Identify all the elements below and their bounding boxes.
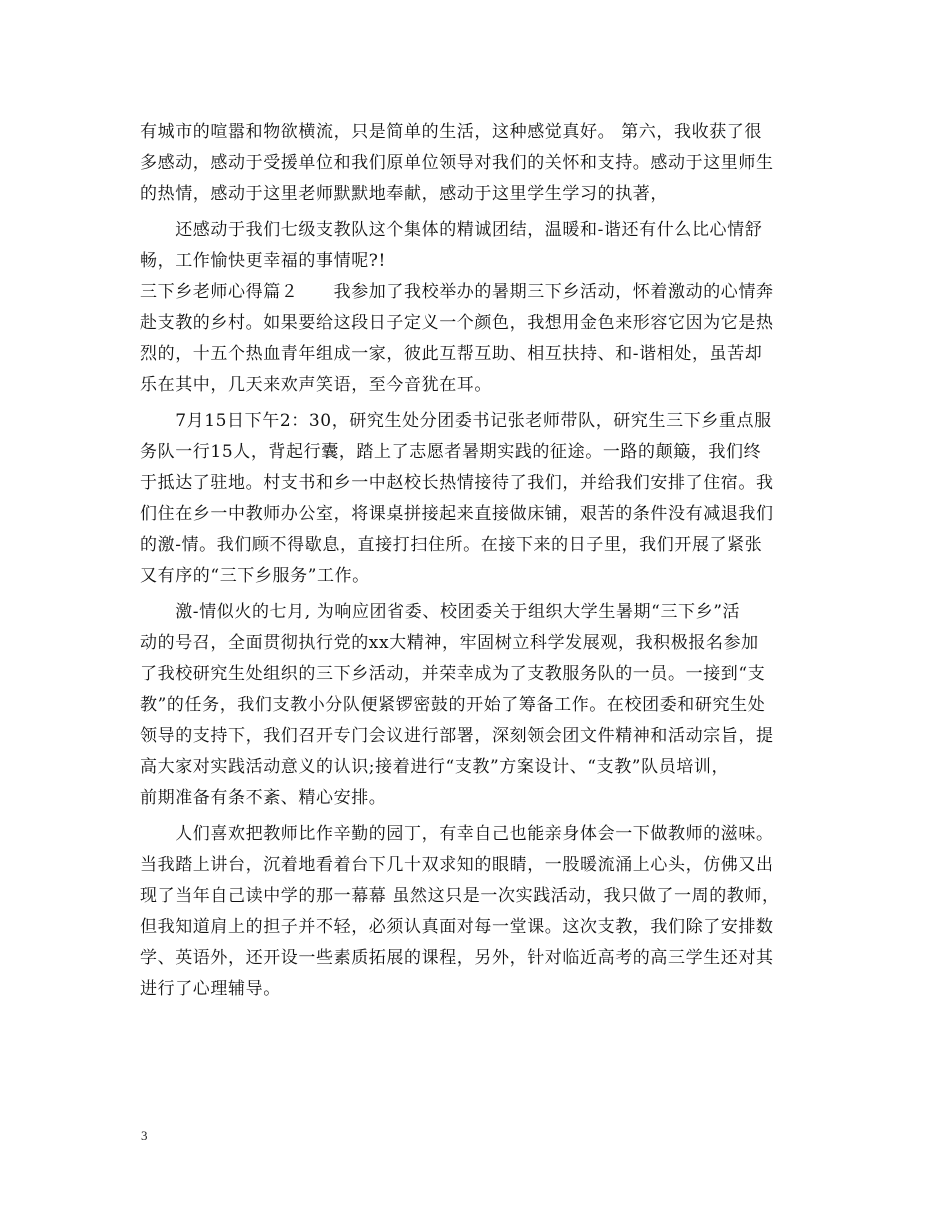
text-line: 的热情，感动于这里老师默默地奉献，感动于这里学生学习的执著， (140, 184, 668, 204)
text-line: 进行了心理辅导。 (140, 979, 281, 999)
text-line: 多感动，感动于受援单位和我们原单位领导对我们的关怀和支持。感动于这里师生 (140, 153, 774, 173)
text-line: 们住在乡一中教师办公室，将课桌拼接起来直接做床铺，艰苦的条件没有减退我们 (140, 504, 774, 524)
text-line: 乐在其中，几天来欢声笑语，至今音犹在耳。 (140, 375, 492, 395)
text-line: 人们喜欢把教师比作辛勤的园丁，有幸自己也能亲身体会一下做教师的滋味。 (140, 824, 774, 844)
text-line: 烈的，十五个热血青年组成一家，彼此互帮互助、相互扶持、和-谐相处，虽苦却 (140, 344, 763, 364)
text-line: 但我知道肩上的担子并不轻，必须认真面对每一堂课。这次支教，我们除了安排数 (140, 917, 774, 937)
text-line: 还感动于我们七级支教队这个集体的精诚团结，温暖和-谐还有什么比心情舒 (140, 220, 763, 240)
text-line: 畅，工作愉快更幸福的事情呢?! (140, 251, 386, 271)
text-line: 前期准备有条不紊、精心安排。 (140, 788, 387, 808)
text-line: 于抵达了驻地。村支书和乡一中赵校长热情接待了我们，并给我们安排了住宿。我 (140, 473, 774, 493)
text-line: 赴支教的乡村。如果要给这段日子定义一个颜色，我想用金色来形容它因为它是热 (140, 313, 774, 333)
text-line: 动的号召，全面贯彻执行党的xx大精神，牢固树立科学发展观，我积极报名参加 (140, 633, 759, 653)
text-line: 了我校研究生处组织的三下乡活动，并荣幸成为了支教服务队的一员。一接到“支 (140, 664, 766, 684)
text-line: 的激-情。我们顾不得歇息，直接打扫住所。在接下来的日子里，我们开展了紧张 (140, 535, 763, 555)
text-line: 又有序的“三下乡服务”工作。 (140, 566, 370, 586)
page-number: 3 (141, 1128, 148, 1143)
text-line: 有城市的喧嚣和物欲横流，只是简单的生活，这种感觉真好。 第六，我收获了很 (140, 122, 763, 142)
text-line: 激-情似火的七月, 为响应团省委、校团委关于组织大学生暑期“三下乡”活 (140, 602, 741, 622)
text-line: 三下乡老师心得篇２ 我参加了我校举办的暑期三下乡活动，怀着激动的心情奔 (140, 282, 774, 302)
text-line: 当我踏上讲台，沉着地看着台下几十双求知的眼睛，一股暖流涌上心头，仿佛又出 (140, 855, 774, 875)
text-line: 教”的任务，我们支教小分队便紧锣密鼓的开始了筹备工作。在校团委和研究生处 (140, 695, 766, 715)
text-line: 学、英语外，还开设一些素质拓展的课程，另外，针对临近高考的高三学生还对其 (140, 948, 774, 968)
text-line: 现了当年自己读中学的那一幕幕 虽然这只是一次实践活动，我只做了一周的教师， (140, 886, 780, 906)
text-line: 领导的支持下，我们召开专门会议进行部署，深刻领会团文件精神和活动宗旨，提 (140, 726, 774, 746)
text-line: 7月15日下午2：30，研究生处分团委书记张老师带队，研究生三下乡重点服 (140, 411, 772, 431)
text-line: 高大家对实践活动意义的认识;接着进行“支教”方案设计、“支教”队员培训， (140, 757, 730, 777)
text-line: 务队一行15人，背起行囊，踏上了志愿者暑期实践的征途。一路的颠簸，我们终 (140, 442, 762, 462)
body-text (140, 117, 812, 1005)
